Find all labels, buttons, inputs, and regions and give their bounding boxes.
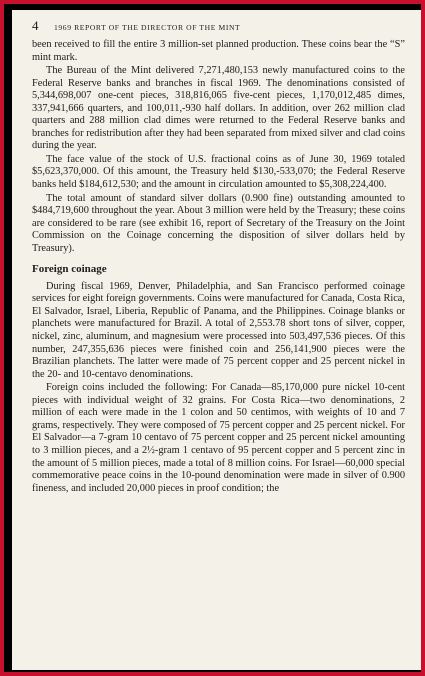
running-head: 1969 REPORT OF THE DIRECTOR OF THE MINT (54, 23, 241, 32)
paragraph: The Bureau of the Mint delivered 7,271,480,153 newly manufactured coins to the Federal Reserve banks and branches in fiscal 1969. The denominations consisted of 5,344,698,007 one-cent pieces, 318,816,065 five-cent pieces, 1,170,012,485 dimes, 337,941,666 quarters, and 100,011,-930 half dollars. In addition, over 262 million clad quarters and 288 million clad dimes were returned to the Federal Reserve banks and branches for redistribution after they had been separated from mixed silver and clad coins during the year. (32, 65, 405, 152)
page-number: 4 (32, 18, 39, 33)
paragraph: The total amount of standard silver dollars (0.900 fine) outstanding amounted to $484,719,600 throughout the year. About 3 million were held by the Treasury; these coins are considered to be rare (see exhibit 16, report of Secretary of the Treasury on the Joint Commission on the Coinage concerning the disposition of silver dollars held by Treasury). (32, 192, 405, 254)
page-frame (4, 4, 421, 672)
paragraph: Foreign coins included the following: For Canada—85,170,000 pure nickel 10-cent pieces with individual weight of 32 grains. For Costa Rica—two denominations, 2 million of each were made in the 1 colon and 50 centimos, with weights of 10 and 7 grams, respectively. They were composed of 75 percent copper and 25 percent nickel. For El Salvador—a 7-gram 10 centavo of 75 percent copper and 25 percent nickel amounting to 3 million pieces, and a 2½-gram 1 centavo of 95 percent copper and 5 percent zinc in the amount of 5 million pieces, made a total of 8 million coins. For Israel—60,000 special commemorative peace coins in the 10-pound denomination were made in silver of 0.900 fineness, and included 20,000 pieces in proof condition; the (32, 382, 405, 494)
section-heading: Foreign coinage (32, 263, 107, 276)
body-text (32, 39, 405, 495)
page-header (32, 18, 405, 34)
paragraph: been received to fill the entire 3 million-set planned production. These coins bear the “S” mint mark. (32, 39, 405, 63)
paragraph: During fiscal 1969, Denver, Philadelphia, and San Francisco performed coinage services for eight foreign governments. Coins were manufactured for Canada, Costa Rica, El Salvador, Israel, Liberia, Republic of Panama, and the Philippines. Coinage blanks or planchets were manufactured for Brazil. A total of 2,553.78 short tons of silver, copper, nickel, zinc, aluminum, and magnesium were processed into 503,497,536 pieces. Of this number, 247,355,636 pieces were finished coin and 256,141,900 pieces were the Brazilian planchets. The latter were made of 75 percent copper and 25 percent nickel in the 20- and 10-centavo denominations. (32, 280, 405, 380)
paragraph: The face value of the stock of U.S. fractional coins as of June 30, 1969 totaled $5,623,370,000. Of this amount, the Treasury held $130,-533,070; the Federal Reserve banks held $184,612,530; and the amount in circulation amounted to $5,308,224,400. (32, 153, 405, 191)
document-page (12, 10, 421, 670)
